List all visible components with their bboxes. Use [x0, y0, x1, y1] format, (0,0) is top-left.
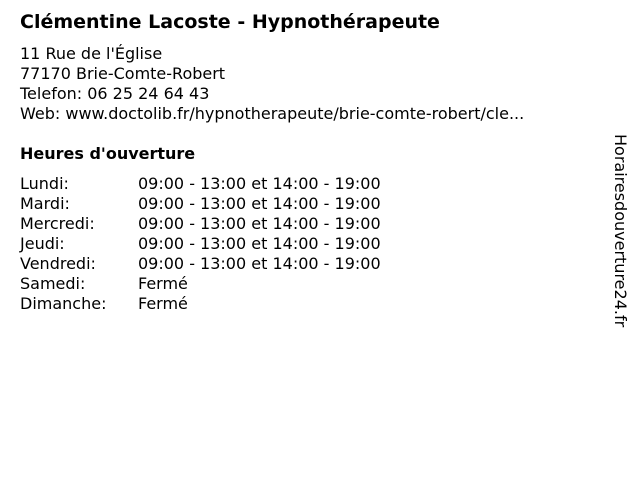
time-value: 09:00 - 13:00 et 14:00 - 19:00 — [138, 214, 381, 233]
address-street: 11 Rue de l'Église — [20, 44, 163, 63]
day-label: Dimanche: — [20, 294, 107, 313]
time-value: 09:00 - 13:00 et 14:00 - 19:00 — [138, 234, 381, 253]
website-link[interactable]: Web: www.doctolib.fr/hypnotherapeute/brie-comte-robert/cle... — [20, 104, 525, 123]
time-value: Fermé — [138, 274, 188, 293]
site-watermark: Horairesdouverture24.fr — [611, 134, 630, 328]
business-info — [20, 44, 524, 124]
day-label: Mardi: — [20, 194, 70, 213]
day-label: Samedi: — [20, 274, 86, 293]
time-value: 09:00 - 13:00 et 14:00 - 19:00 — [138, 174, 381, 193]
day-label: Lundi: — [20, 174, 69, 193]
opening-hours-heading: Heures d'ouverture — [20, 144, 196, 163]
time-value: Fermé — [138, 294, 188, 313]
business-name: Clémentine Lacoste - Hypnothérapeute — [20, 11, 440, 33]
phone-number[interactable]: Telefon: 06 25 24 64 43 — [20, 84, 210, 103]
time-value: 09:00 - 13:00 et 14:00 - 19:00 — [138, 194, 381, 213]
time-value: 09:00 - 13:00 et 14:00 - 19:00 — [138, 254, 381, 273]
day-label: Vendredi: — [20, 254, 96, 273]
day-label: Jeudi: — [20, 234, 65, 253]
day-label: Mercredi: — [20, 214, 95, 233]
address-city: 77170 Brie-Comte-Robert — [20, 64, 226, 83]
